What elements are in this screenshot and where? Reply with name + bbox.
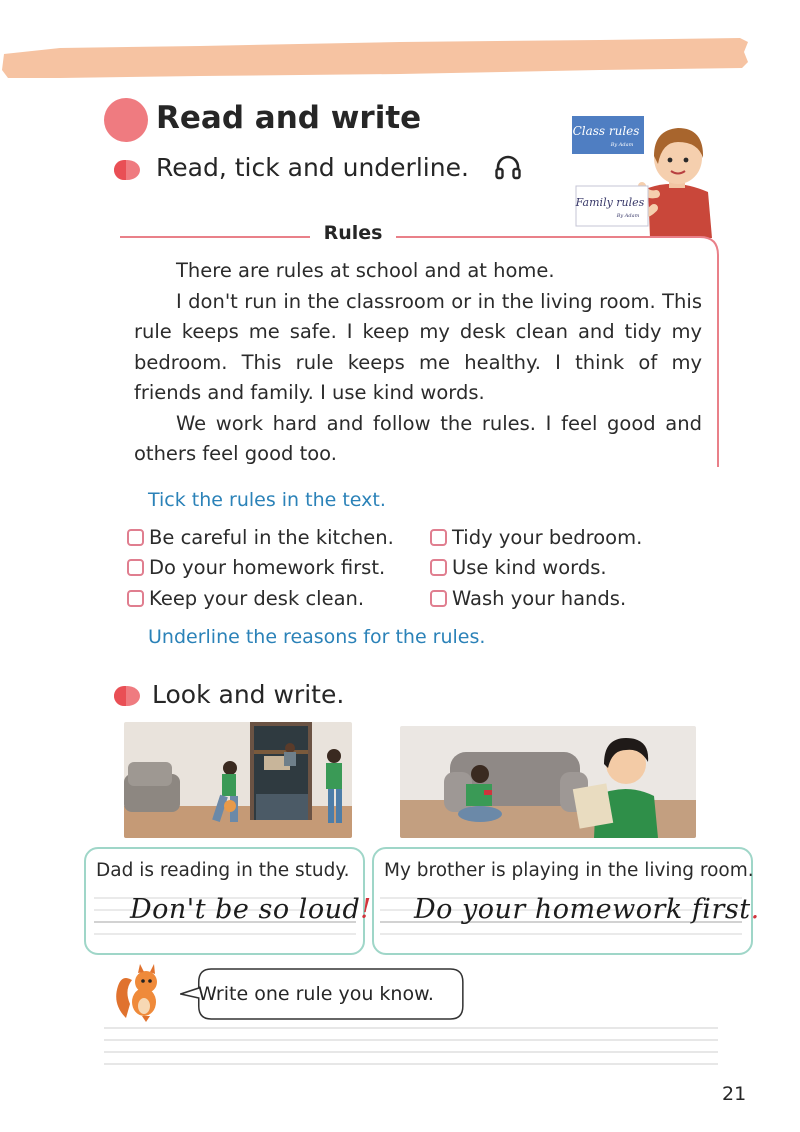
hallway-scene-picture bbox=[124, 722, 352, 838]
family-rules-card-title: Family rules bbox=[575, 196, 645, 209]
handwritten-answer-text: Don't be so loud bbox=[130, 894, 361, 925]
headphones-icon[interactable] bbox=[494, 153, 522, 181]
section-title: Read and write bbox=[156, 100, 422, 136]
rules-paragraph[interactable]: There are rules at school and at home. bbox=[176, 259, 555, 282]
checkbox[interactable] bbox=[127, 590, 144, 607]
tick-option[interactable] bbox=[430, 526, 642, 549]
tick-option-label: Tidy your bedroom. bbox=[452, 526, 643, 549]
subtitle-bullet bbox=[114, 160, 140, 180]
tick-option-label: Use kind words. bbox=[452, 556, 607, 579]
tick-instruction: Tick the rules in the text. bbox=[148, 489, 386, 511]
rules-reading-text[interactable] bbox=[134, 256, 702, 470]
look-write-title: Look and write. bbox=[152, 680, 345, 709]
family-rules-card-byline: By Adam bbox=[616, 213, 640, 219]
subtitle-bullet bbox=[114, 686, 140, 706]
speech-bubble-text: Write one rule you know. bbox=[198, 983, 434, 1005]
tick-option-label: Keep your desk clean. bbox=[149, 587, 365, 610]
handwritten-answer[interactable] bbox=[414, 894, 760, 925]
checkbox[interactable] bbox=[430, 590, 447, 607]
answer-punctuation: ! bbox=[360, 894, 372, 925]
living-room-scene-picture bbox=[400, 726, 696, 838]
underline-instruction: Underline the reasons for the rules. bbox=[148, 626, 486, 648]
rules-box-label: Rules bbox=[310, 222, 396, 244]
boy-with-rule-cards-illustration bbox=[566, 108, 716, 238]
answer-caption: Dad is reading in the study. bbox=[96, 860, 350, 881]
writing-lines[interactable] bbox=[104, 1022, 718, 1072]
tick-option-label: Be careful in the kitchen. bbox=[149, 526, 394, 549]
tick-option-label: Wash your hands. bbox=[452, 587, 627, 610]
checkbox[interactable] bbox=[430, 559, 447, 576]
rules-paragraph[interactable]: We work hard and follow the rules. I feel good and others feel good too. bbox=[134, 411, 702, 465]
rules-paragraph[interactable]: I don't run in the classroom or in the living room. This rule keeps me safe. I keep my desk clean and tidy my bedroom. This rule keeps me healthy. I think of my friends and family. I use kind words. bbox=[134, 289, 702, 404]
handwritten-answer[interactable] bbox=[130, 894, 372, 925]
answer-caption: My brother is playing in the living room. bbox=[384, 860, 754, 881]
handwritten-answer-text: Do your homework first bbox=[414, 894, 751, 925]
tick-option[interactable] bbox=[127, 587, 364, 610]
tick-option[interactable] bbox=[127, 526, 394, 549]
tick-option-label: Do your homework first. bbox=[149, 556, 386, 579]
section-heading-dot bbox=[104, 98, 148, 142]
squirrel-mascot-icon bbox=[112, 964, 166, 1022]
answer-punctuation: . bbox=[750, 894, 760, 925]
tick-option[interactable] bbox=[430, 556, 607, 579]
checkbox[interactable] bbox=[127, 529, 144, 546]
class-rules-card-byline: By Adam bbox=[610, 142, 634, 148]
checkbox[interactable] bbox=[430, 529, 447, 546]
checkbox[interactable] bbox=[127, 559, 144, 576]
page-number: 21 bbox=[722, 1083, 747, 1105]
section-subtitle: Read, tick and underline. bbox=[156, 153, 469, 182]
tick-option[interactable] bbox=[127, 556, 385, 579]
class-rules-card-title: Class rules bbox=[572, 124, 640, 138]
tick-option[interactable] bbox=[430, 587, 626, 610]
header-brush-stroke bbox=[0, 28, 760, 78]
